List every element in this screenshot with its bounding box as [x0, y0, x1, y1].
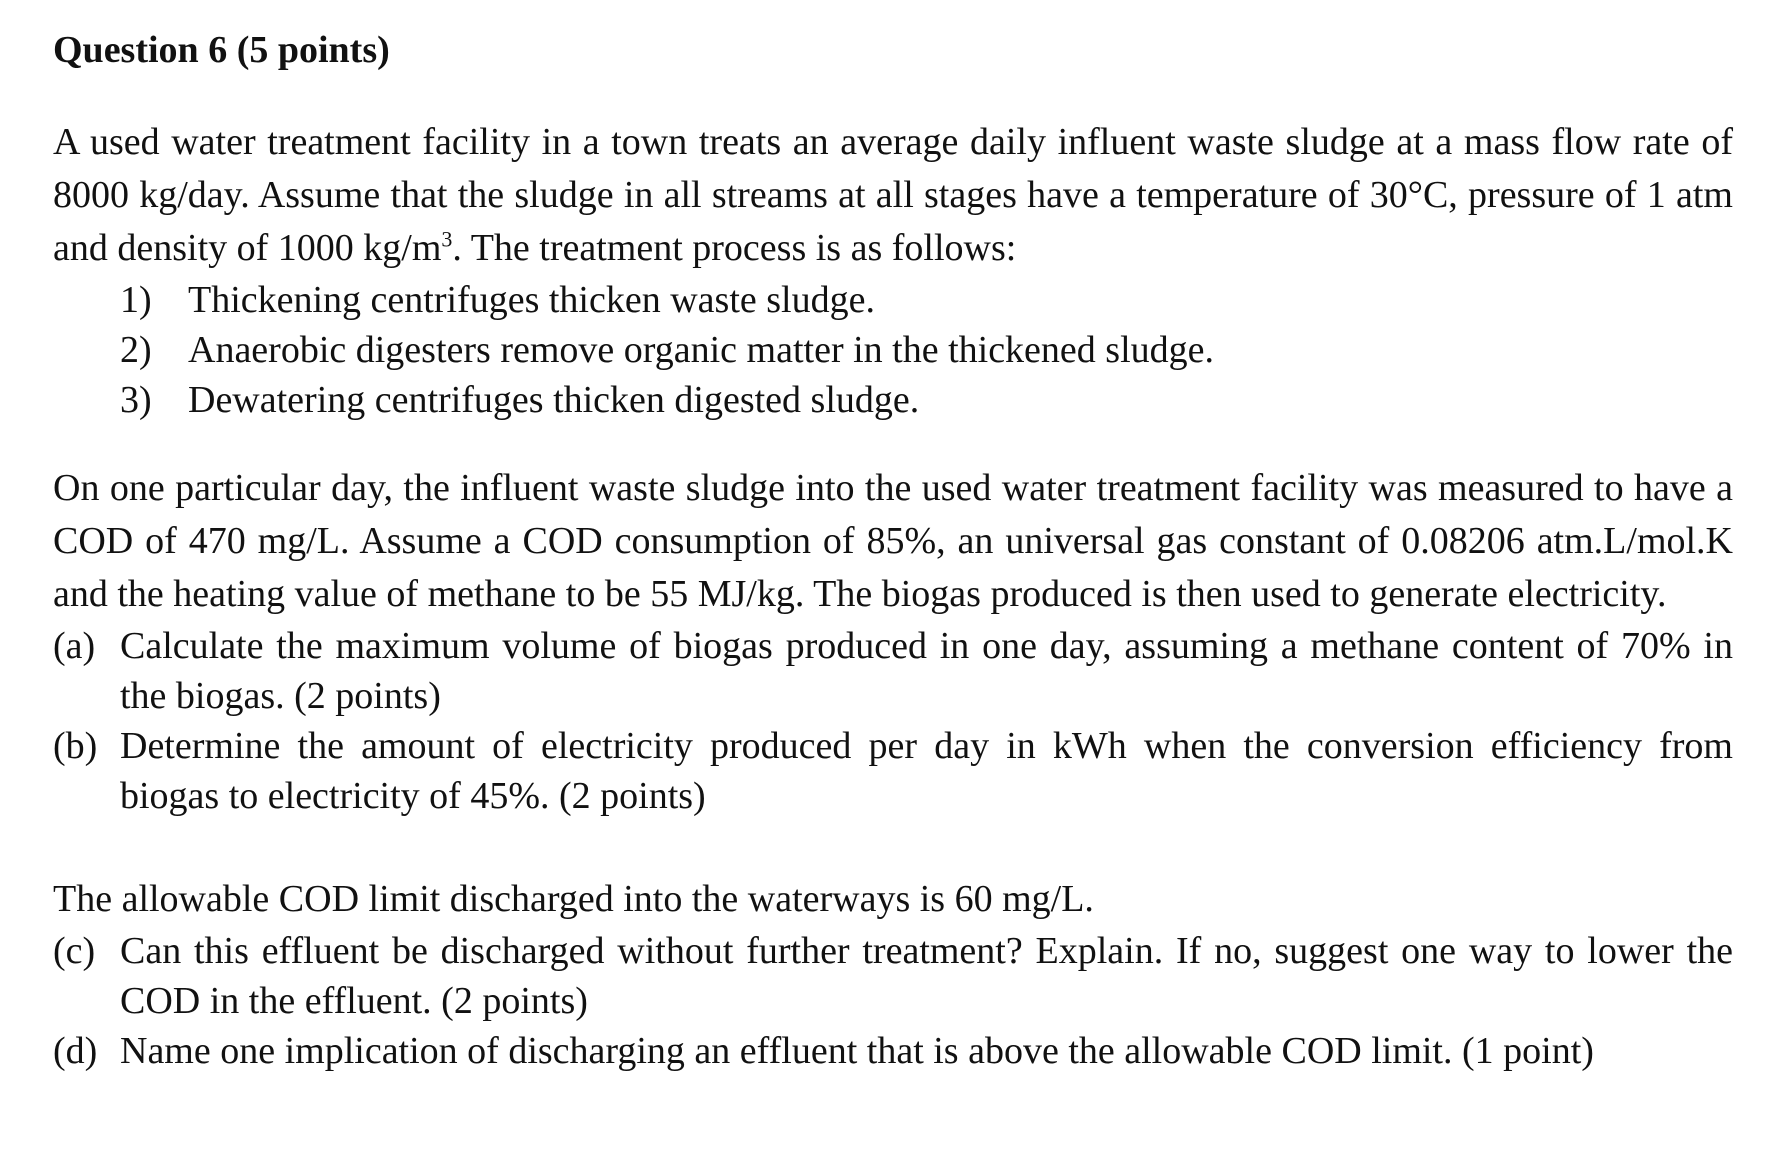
- list-item: [53, 926, 1733, 1026]
- step-number: 1): [120, 279, 152, 321]
- step-number: 3): [120, 379, 152, 421]
- part-label: (c): [53, 930, 96, 972]
- intro-text-end: . The treatment process is as follows:: [452, 227, 1017, 269]
- part-label: (d): [53, 1030, 98, 1072]
- part-text: Can this effluent be discharged without further treatment? Explain. If no, suggest one way to lower the COD in the effluent. (2 points): [120, 930, 1733, 1022]
- step-number: 2): [120, 329, 152, 371]
- subquestions-list-ab: [53, 621, 1733, 821]
- scenario-paragraph: On one particular day, the influent waste sludge into the used water treatment facility was measured to have a COD of 470 mg/L. Assume a COD consumption of 85%, an universal gas constant of 0.08206 atm.L/mol.K and the heating value of methane to be 55 MJ/kg. The biogas produced is then used to generate electricity.: [53, 467, 1733, 615]
- part-text: Calculate the maximum volume of biogas produced in one day, assuming a methane content of 70% in the biogas. (2 points): [120, 625, 1733, 717]
- part-text: Determine the amount of electricity produced per day in kWh when the conversion efficiency from biogas to electricity of 45%. (2 points): [120, 725, 1733, 817]
- question-document: [53, 22, 1733, 1076]
- discharge-paragraph: The allowable COD limit discharged into the waterways is 60 mg/L.: [53, 878, 1094, 920]
- spacer: [53, 821, 1733, 873]
- step-text: Dewatering centrifuges thicken digested sludge.: [188, 379, 920, 421]
- list-item: [53, 621, 1733, 721]
- part-label: (a): [53, 625, 96, 667]
- list-item: [53, 275, 1733, 325]
- unit-superscript: 3: [441, 226, 453, 252]
- intro-text: A used water treatment facility in a town treats an average daily influent waste sludge at a mass flow rate of 8000 kg/day. Assume that the sludge in all streams at all stages have a temperature of 30°C, pressure of 1 atm and density of 1000 kg/m: [53, 121, 1733, 269]
- part-text: Name one implication of discharging an effluent that is above the allowable COD limit. (1 point): [120, 1030, 1594, 1072]
- list-item: [53, 1026, 1733, 1076]
- list-item: [53, 721, 1733, 821]
- intro-paragraph: [53, 116, 1733, 275]
- spacer: [53, 425, 1733, 462]
- subquestions-list-cd: [53, 926, 1733, 1076]
- question-title: Question 6 (5 points): [53, 29, 390, 71]
- list-item: [53, 375, 1733, 425]
- step-text: Anaerobic digesters remove organic matter in the thickened sludge.: [188, 329, 1214, 371]
- part-label: (b): [53, 725, 98, 767]
- process-steps-list: [53, 275, 1733, 425]
- step-text: Thickening centrifuges thicken waste sludge.: [188, 279, 875, 321]
- list-item: [53, 325, 1733, 375]
